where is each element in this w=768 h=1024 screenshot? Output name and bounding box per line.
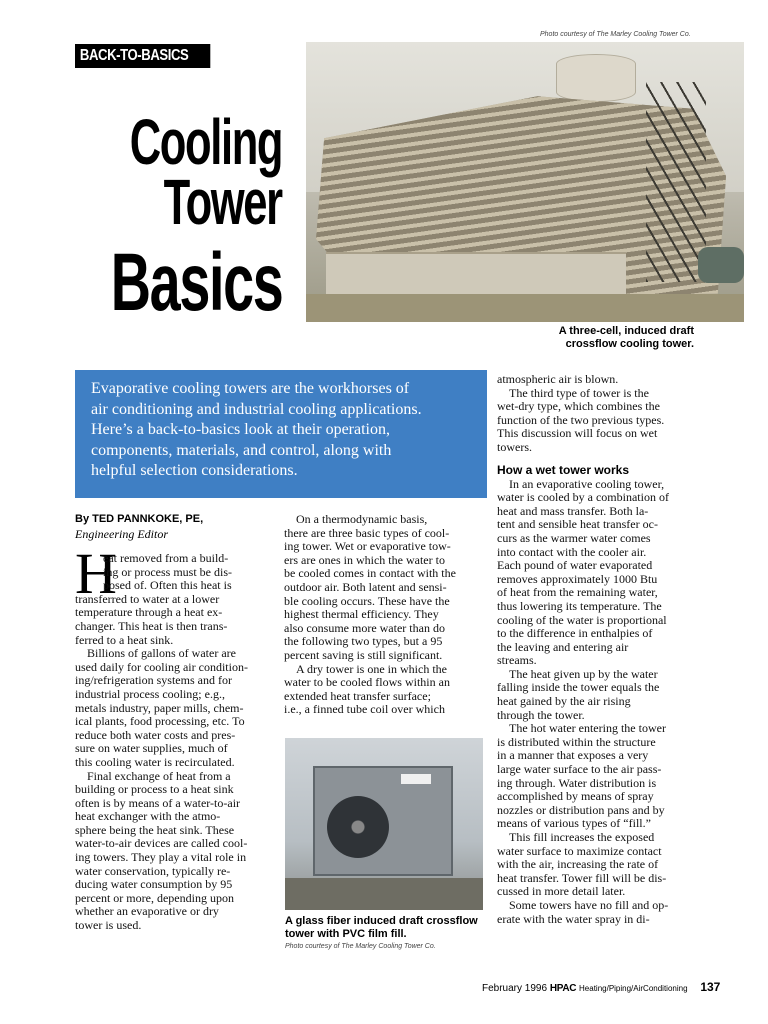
text-line: this cooling water is recirculated.	[75, 754, 235, 769]
text-line: accomplished by means of spray	[497, 789, 654, 804]
photo-stairway	[646, 82, 706, 282]
text-line: is distributed within the structure	[497, 734, 656, 749]
byline-role: Engineering Editor	[75, 527, 168, 541]
fiberglass-tower-photo	[285, 738, 483, 910]
photo-pipe	[698, 247, 744, 283]
photo-fan	[327, 796, 389, 858]
column-1	[75, 552, 270, 933]
footer-magazine-subtitle: Heating/Piping/AirConditioning	[579, 984, 688, 993]
text-line: be cooled comes in contact with the	[284, 566, 456, 581]
text-line: i.e., a finned tube coil over which	[284, 702, 445, 717]
text-line: removes approximately 1000 Btu	[497, 571, 658, 586]
photo-roof	[285, 878, 483, 910]
text-line: ducing water consumption by 95	[75, 877, 233, 892]
text-line: The hot water entering the tower	[509, 721, 666, 736]
text-line: The heat given up by the water	[509, 666, 658, 681]
text-line: heat and mass transfer. Both la-	[497, 503, 649, 518]
text-line: also consume more water than do	[284, 620, 445, 635]
text-line: transferred to water at a lower	[75, 591, 220, 606]
text-line: building or process to a heat sink	[75, 782, 234, 797]
text-line: metals industry, paper mills, chem-	[75, 700, 244, 715]
text-line: towers.	[497, 439, 532, 454]
photo-concrete-base	[326, 252, 626, 296]
text-line: highest thermal efficiency. They	[284, 607, 439, 622]
byline-author: By TED PANNKOKE, PE,	[75, 513, 204, 525]
text-line: in a manner that exposes a very	[497, 748, 649, 763]
text-line: cussed in more detail later.	[497, 884, 626, 899]
text-line: nozzles or distribution pans and by	[497, 802, 665, 817]
text-line: This discussion will focus on wet	[497, 426, 658, 441]
text-line: means of various types of “fill.”	[497, 816, 651, 831]
intro-line: components, materials, and control, along with	[91, 441, 392, 459]
text-line: used daily for cooling air condition-	[75, 659, 248, 674]
footer-magazine: HPAC	[549, 983, 577, 994]
text-line: reduce both water costs and pres-	[75, 727, 236, 742]
text-line: ferred to a heat sink.	[75, 632, 174, 647]
intro-line: helpful selection considerations.	[91, 462, 298, 479]
section-tag: BACK-TO-BASICS	[75, 44, 210, 68]
text-line: with the air, increasing the rate of	[497, 857, 659, 872]
text-line: On a thermodynamic basis,	[296, 512, 428, 526]
photo-nameplate	[401, 774, 431, 784]
text-line: the leaving and entering air	[497, 639, 629, 654]
text-line: This fill increases the exposed	[509, 830, 655, 844]
text-line: changer. This heat is then trans-	[75, 618, 228, 633]
intro-line: air conditioning and industrial cooling applications.	[91, 400, 422, 418]
text-line: Billions of gallons of water are	[87, 646, 236, 661]
second-photo-caption	[285, 915, 485, 941]
text-line: percent saving is still significant.	[284, 647, 443, 662]
title-line-2: Tower	[163, 166, 282, 238]
text-line: In an evaporative cooling tower,	[509, 476, 665, 491]
text-line: erate with the water spray in di-	[497, 911, 650, 926]
text-line: through the tower.	[497, 707, 585, 722]
footer-date: February 1996	[482, 983, 548, 994]
text-line: industrial process cooling; e.g.,	[75, 686, 225, 701]
text-line: Each pound of water evaporated	[497, 558, 653, 573]
text-line: temperature through a heat ex-	[75, 605, 223, 620]
text-line: whether an evaporative or dry	[75, 904, 219, 919]
text-line: ing/refrigeration systems and for	[75, 673, 232, 688]
text-line: wet-dry type, which combines the	[497, 399, 660, 414]
photo-credit-top: Photo courtesy of The Marley Cooling Tower Co.	[540, 31, 691, 38]
text-line: sure on water supplies, much of	[75, 741, 228, 756]
text-line: ing towers. They play a vital role in	[75, 850, 247, 865]
column-2	[284, 513, 482, 717]
text-line: Some towers have no fill and op-	[509, 897, 669, 912]
text-line: eat removed from a build-	[103, 551, 229, 565]
title-line-1: Cooling	[129, 106, 282, 178]
text-line: tower is used.	[75, 918, 142, 933]
text-line: posed of. Often this heat is	[103, 578, 232, 593]
drop-cap: H	[75, 541, 117, 606]
text-line: there are three basic types of cool-	[284, 525, 450, 540]
text-line: curs as the warmer water comes	[497, 530, 651, 545]
subhead: How a wet tower works	[497, 462, 630, 477]
caption-line: A three-cell, induced draft	[558, 325, 694, 337]
text-line: sphere being the heat sink. These	[75, 822, 235, 837]
text-line: The third type of tower is the	[509, 385, 649, 400]
caption-line: A glass fiber induced draft crossflow	[285, 915, 478, 927]
text-line: to the difference in enthalpies of	[497, 626, 653, 641]
text-line: ing or process must be dis-	[103, 564, 232, 579]
text-line: ble cooling occurs. These have the	[284, 593, 450, 608]
photo-credit-second: Photo courtesy of The Marley Cooling Tower Co.	[285, 943, 436, 950]
text-line: of heat from the remaining water,	[497, 585, 658, 600]
text-line: water surface to maximize contact	[497, 843, 662, 858]
main-photo-caption	[520, 325, 694, 351]
text-line: water to be cooled flows within an	[284, 675, 450, 690]
text-line: ing through. Water distribution is	[497, 775, 657, 790]
caption-line: crossflow cooling tower.	[565, 338, 694, 350]
text-line: ical plants, food processing, etc. To	[75, 714, 245, 729]
photo-ground	[306, 294, 744, 322]
text-line: thus lowering its temperature. The	[497, 598, 662, 613]
cooling-tower-photo	[306, 42, 744, 322]
text-line: ing tower. Wet or evaporative tow-	[284, 539, 451, 554]
text-line: water-to-air devices are called cool-	[75, 836, 248, 851]
text-line: heat gained by the air rising	[497, 694, 631, 709]
text-line: streams.	[497, 653, 537, 668]
intro-box	[75, 370, 487, 498]
text-line: atmospheric air is blown.	[497, 372, 619, 386]
page-footer	[482, 980, 720, 994]
title-line-3: Basics	[110, 237, 282, 328]
text-line: heat exchanger with the atmo-	[75, 809, 221, 824]
intro-line: Evaporative cooling towers are the workhorses of	[91, 380, 410, 397]
text-line: A dry tower is one in which the	[296, 661, 447, 676]
text-line: into contact with the cooler air.	[497, 544, 647, 559]
caption-line: tower with PVC film fill.	[285, 928, 407, 940]
text-line: large water surface to the air pass-	[497, 762, 662, 777]
intro-line: Here’s a back-to-basics look at their operation,	[91, 421, 390, 438]
text-line: cooling of the water is proportional	[497, 612, 667, 627]
text-line: the following two types, but a 95	[284, 634, 443, 649]
text-line: extended heat transfer surface;	[284, 688, 431, 703]
text-line: water conservation, typically re-	[75, 863, 231, 878]
text-line: percent or more, depending upon	[75, 890, 234, 905]
text-line: Final exchange of heat from a	[87, 768, 231, 783]
photo-tank	[556, 54, 636, 102]
text-line: function of the two previous types.	[497, 412, 665, 427]
text-line: outdoor air. Both latent and sensi-	[284, 579, 447, 594]
text-line: tent and sensible heat transfer oc-	[497, 517, 658, 532]
text-line: falling inside the tower equals the	[497, 680, 660, 695]
text-line: often is by means of a water-to-air	[75, 795, 241, 810]
column-3	[497, 373, 694, 926]
text-line: heat transfer. Tower fill will be dis-	[497, 870, 667, 885]
text-line: water is cooled by a combination of	[497, 490, 669, 505]
page-number: 137	[700, 980, 721, 994]
text-line: ers are ones in which the water to	[284, 552, 445, 567]
